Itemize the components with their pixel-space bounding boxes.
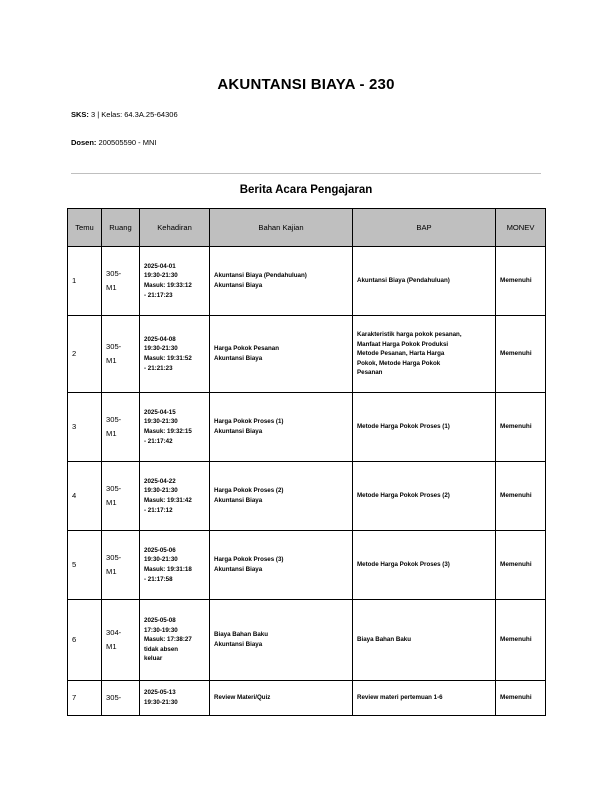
cell-ruang-line: M1 (106, 567, 117, 576)
table-row (68, 600, 546, 681)
course-title: AKUNTANSI BIAYA - 230 (217, 76, 395, 93)
cell-kehadiran-line: - 21:17:12 (144, 506, 173, 514)
cell-bap (353, 600, 496, 681)
bap-table (67, 208, 546, 716)
cell-temu: 7 (68, 681, 102, 716)
cell-ruang-line: M1 (106, 283, 117, 292)
cell-kehadiran-line: 19:30-21:30 (144, 699, 178, 706)
cell-ruang-line: 305- (106, 269, 122, 279)
cell-kehadiran-line: 19:30-21:30 (144, 272, 178, 280)
cell-kehadiran-line: Masuk: 19:31:42 (144, 497, 192, 504)
table-row (68, 393, 546, 462)
cell-kehadiran-line: 2025-04-22 (144, 477, 176, 485)
divider (71, 173, 541, 174)
section-title: Berita Acara Pengajaran (239, 184, 373, 196)
cell-bahan-kajian (210, 393, 353, 462)
table-row (68, 681, 546, 716)
cell-kehadiran-line: 19:30-21:30 (144, 556, 178, 564)
cell-bahan-kajian (210, 681, 353, 716)
cell-bahan-kajian-line: Akuntansi Biaya (214, 355, 263, 362)
cell-bahan-kajian-line: Harga Pokok Proses (2) (214, 487, 284, 495)
col-header-monev: MONEV (496, 209, 546, 247)
cell-ruang-line: M1 (106, 429, 117, 438)
cell-ruang (102, 600, 140, 681)
cell-ruang-line: M1 (106, 642, 117, 651)
cell-ruang (102, 681, 140, 716)
cell-kehadiran (140, 462, 210, 531)
cell-kehadiran (140, 316, 210, 393)
cell-bahan-kajian-line: Akuntansi Biaya (214, 497, 263, 504)
table-row (68, 531, 546, 600)
cell-bap-line: Biaya Bahan Baku (357, 636, 411, 644)
cell-kehadiran (140, 600, 210, 681)
cell-bahan-kajian (210, 600, 353, 681)
cell-ruang (102, 316, 140, 393)
cell-kehadiran-line: Masuk: 19:31:52 (144, 355, 192, 362)
cell-bap-line: Pokok, Metode Harga Pokok (357, 359, 441, 367)
col-header-kehadiran: Kehadiran (140, 209, 210, 247)
cell-bap-line: Metode Harga Pokok Proses (1) (357, 423, 450, 431)
cell-kehadiran (140, 247, 210, 316)
cell-bahan-kajian-line: Harga Pokok Pesanan (214, 345, 279, 353)
cell-kehadiran-line: Masuk: 19:32:15 (144, 428, 192, 435)
cell-kehadiran-line: - 21:17:23 (144, 291, 173, 299)
cell-kehadiran-line: Masuk: 19:33:12 (144, 282, 192, 289)
cell-ruang-line: M1 (106, 356, 117, 365)
cell-bap-line: Manfaat Harga Pokok Produksi (357, 340, 449, 348)
cell-kehadiran-line: 2025-04-01 (144, 262, 176, 270)
col-header-bap: BAP (353, 209, 496, 247)
cell-kehadiran-line: - 21:21:23 (144, 364, 173, 372)
cell-kehadiran-line: 2025-05-13 (144, 689, 176, 697)
cell-monev: Memenuhi (496, 681, 546, 716)
cell-bap-line: Metode Pesanan, Harta Harga (357, 350, 445, 358)
cell-bap (353, 247, 496, 316)
cell-ruang (102, 531, 140, 600)
cell-kehadiran-line: - 21:17:58 (144, 575, 173, 583)
cell-temu: 3 (68, 393, 102, 462)
cell-bap (353, 462, 496, 531)
table-header-row (68, 209, 546, 247)
cell-monev: Memenuhi (496, 462, 546, 531)
cell-ruang-line: 304- (106, 628, 122, 638)
sks-value: 3 | Kelas: 64.3A.25-64306 (91, 110, 178, 119)
cell-temu: 1 (68, 247, 102, 316)
cell-monev: Memenuhi (496, 531, 546, 600)
cell-temu: 2 (68, 316, 102, 393)
dosen-label: Dosen: (71, 138, 97, 147)
cell-kehadiran-line: 2025-04-08 (144, 335, 176, 343)
cell-kehadiran-line: 19:30-21:30 (144, 345, 178, 353)
cell-bap-line: Karakteristik harga pokok pesanan, (357, 330, 462, 338)
cell-ruang (102, 462, 140, 531)
col-header-temu: Temu (68, 209, 102, 247)
cell-monev: Memenuhi (496, 600, 546, 681)
cell-kehadiran (140, 393, 210, 462)
cell-bahan-kajian-line: Akuntansi Biaya (214, 566, 263, 573)
cell-kehadiran-line: 2025-04-15 (144, 408, 176, 416)
cell-kehadiran-line: - 21:17:42 (144, 437, 173, 445)
cell-bahan-kajian-line: Harga Pokok Proses (3) (214, 556, 284, 564)
cell-ruang-line: 305- (106, 484, 122, 494)
cell-temu: 4 (68, 462, 102, 531)
cell-kehadiran-line: Masuk: 19:31:18 (144, 566, 192, 573)
cell-bahan-kajian-line: Review Materi/Quiz (214, 694, 271, 702)
cell-kehadiran (140, 531, 210, 600)
table-row (68, 462, 546, 531)
cell-bahan-kajian-line: Akuntansi Biaya (214, 428, 263, 435)
course-meta-sks (71, 110, 178, 119)
cell-bap-line: Pesanan (357, 369, 383, 377)
cell-kehadiran-line: keluar (144, 655, 163, 663)
cell-kehadiran-line: 2025-05-08 (144, 616, 176, 624)
cell-ruang-line: 305- (106, 342, 122, 352)
cell-bahan-kajian-line: Akuntansi Biaya (214, 282, 263, 289)
cell-monev: Memenuhi (496, 316, 546, 393)
cell-bahan-kajian (210, 531, 353, 600)
cell-bahan-kajian-line: Akuntansi Biaya (214, 641, 263, 648)
cell-bap-line: Review materi pertemuan 1-6 (357, 694, 443, 702)
cell-ruang (102, 393, 140, 462)
cell-bahan-kajian-line: Biaya Bahan Baku (214, 631, 268, 639)
cell-kehadiran-line: 2025-05-06 (144, 546, 176, 554)
cell-monev: Memenuhi (496, 247, 546, 316)
cell-temu: 6 (68, 600, 102, 681)
table-row (68, 247, 546, 316)
cell-bap (353, 681, 496, 716)
cell-kehadiran-line: 17:30-19:30 (144, 626, 178, 634)
cell-bahan-kajian-line: Akuntansi Biaya (Pendahuluan) (214, 272, 307, 280)
cell-ruang-line: 305- (106, 415, 122, 425)
cell-bap-line: Metode Harga Pokok Proses (2) (357, 492, 450, 500)
cell-kehadiran-line: 19:30-21:30 (144, 487, 178, 495)
cell-ruang-line: 305- (106, 693, 122, 703)
cell-kehadiran-line: tidak absen (144, 645, 179, 653)
cell-bap (353, 531, 496, 600)
table-row (68, 316, 546, 393)
cell-bap (353, 393, 496, 462)
cell-bap-line: Metode Harga Pokok Proses (3) (357, 561, 450, 569)
cell-kehadiran (140, 681, 210, 716)
cell-bahan-kajian (210, 316, 353, 393)
col-header-bahan-kajian: Bahan Kajian (210, 209, 353, 247)
cell-bahan-kajian-line: Harga Pokok Proses (1) (214, 418, 284, 426)
cell-ruang-line: 305- (106, 553, 122, 563)
col-header-ruang: Ruang (102, 209, 140, 247)
cell-bahan-kajian (210, 247, 353, 316)
cell-kehadiran-line: 19:30-21:30 (144, 418, 178, 426)
cell-ruang (102, 247, 140, 316)
cell-bap (353, 316, 496, 393)
cell-temu: 5 (68, 531, 102, 600)
course-meta-dosen (71, 138, 156, 147)
dosen-value: 200505590 - MNI (98, 138, 157, 147)
cell-bap-line: Akuntansi Biaya (Pendahuluan) (357, 277, 450, 285)
cell-bahan-kajian (210, 462, 353, 531)
cell-ruang-line: M1 (106, 498, 117, 507)
cell-monev: Memenuhi (496, 393, 546, 462)
cell-kehadiran-line: Masuk: 17:38:27 (144, 636, 192, 644)
sks-label: SKS: (71, 110, 89, 119)
